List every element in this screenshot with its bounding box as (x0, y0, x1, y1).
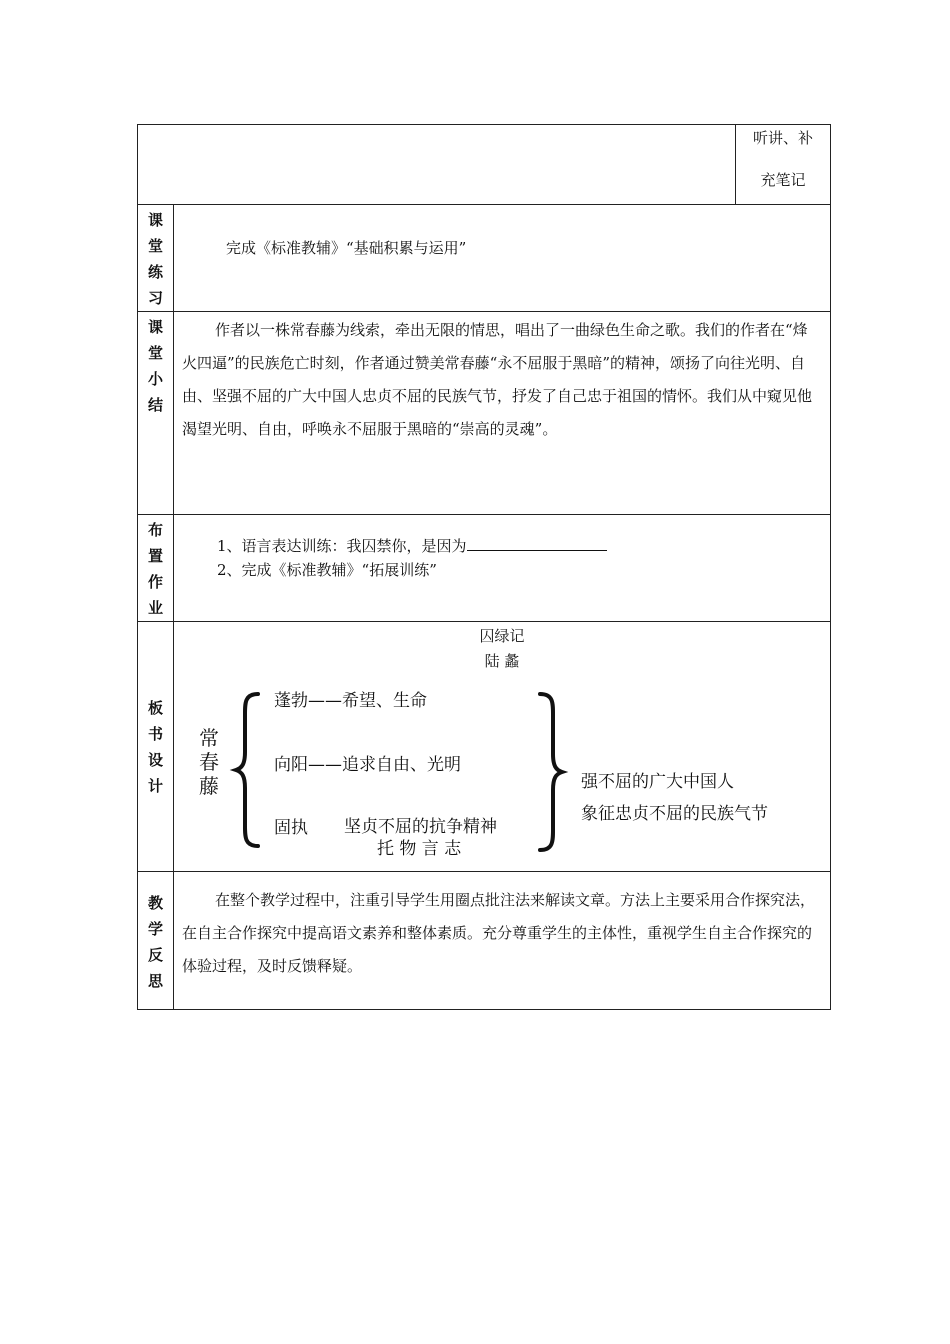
practice-label-cell (138, 205, 174, 312)
board-line-2: 向阳——追求自由、光明 (274, 755, 461, 775)
left-brace-icon (232, 690, 262, 850)
right-brace-icon (536, 690, 566, 855)
note-cell (736, 125, 831, 205)
practice-row (138, 205, 831, 312)
board-title: 囚绿记 (479, 627, 525, 645)
board-line-3: 固执 (274, 818, 308, 838)
summary-row (138, 312, 831, 515)
top-row-main-cell (138, 125, 736, 205)
board-right-1: 强不屈的广大中国人 (581, 772, 734, 792)
lesson-plan-table (137, 124, 831, 1010)
answer-blank (467, 536, 607, 551)
homework-label-cell (138, 515, 174, 622)
board-bottom: 托 物 言 志 (377, 839, 462, 859)
board-label: 板书设计 (147, 698, 163, 795)
note-line-1: 听讲、补 (752, 129, 813, 147)
board-label-cell (138, 622, 174, 872)
note-line-2: 充笔记 (760, 171, 806, 189)
practice-text: 完成《标准教辅》“基础积累与运用” (226, 239, 467, 257)
reflection-row (138, 872, 831, 1010)
homework-item-2: 2、完成《标准教辅》“拓展训练” (217, 561, 437, 579)
board-subject: 常春藤 (199, 726, 219, 798)
summary-text: 作者以一株常春藤为线索，牵出无限的情思，唱出了一曲绿色生命之歌。我们的作者在“烽火四逼”的民族危亡时刻，作者通过赞美常春藤“永不屈服于黑暗”的精神，颂扬了向往光明、自由、坚强不屈的广大中国人忠贞不屈的民族气节，抒发了自己忠于祖国的情怀。我们从中窥见他渴望光明、自由，呼唤永不屈服于黑暗的“崇高的灵魂”。 (182, 321, 813, 438)
top-row (138, 125, 831, 205)
reflection-label-cell (138, 872, 174, 1010)
board-author: 陆 蠡 (484, 652, 520, 670)
reflection-text: 在整个教学过程中，注重引导学生用圈点批注法来解读文章。方法上主要采用合作探究法，在自主合作探究中提高语文素养和整体素质。充分尊重学生的主体性，重视学生自主合作探究的体验过程，及时反馈释疑。 (182, 891, 816, 975)
reflection-label: 教学反思 (147, 894, 163, 990)
board-right-2: 象征忠贞不屈的民族气节 (581, 804, 768, 824)
board-line-3-cut: 坚贞不屈的抗争精神 (344, 817, 497, 837)
practice-label: 课堂练习 (147, 211, 163, 307)
summary-label: 课堂小结 (147, 318, 163, 414)
summary-content-cell (174, 312, 831, 515)
reflection-content-cell (174, 872, 831, 1010)
board-design (174, 622, 830, 870)
board-content-cell (174, 622, 831, 872)
homework-item-1 (217, 534, 830, 558)
board-line-1: 蓬勃——希望、生命 (274, 691, 427, 711)
homework-label: 布置作业 (147, 521, 163, 617)
summary-label-cell (138, 312, 174, 515)
board-line-3-clip (314, 812, 534, 837)
homework-row (138, 515, 831, 622)
practice-content-cell (174, 205, 831, 312)
homework-content-cell (174, 515, 831, 622)
homework-item-1-text: 1、语言表达训练：我囚禁你，是因为 (217, 537, 467, 555)
board-row (138, 622, 831, 872)
